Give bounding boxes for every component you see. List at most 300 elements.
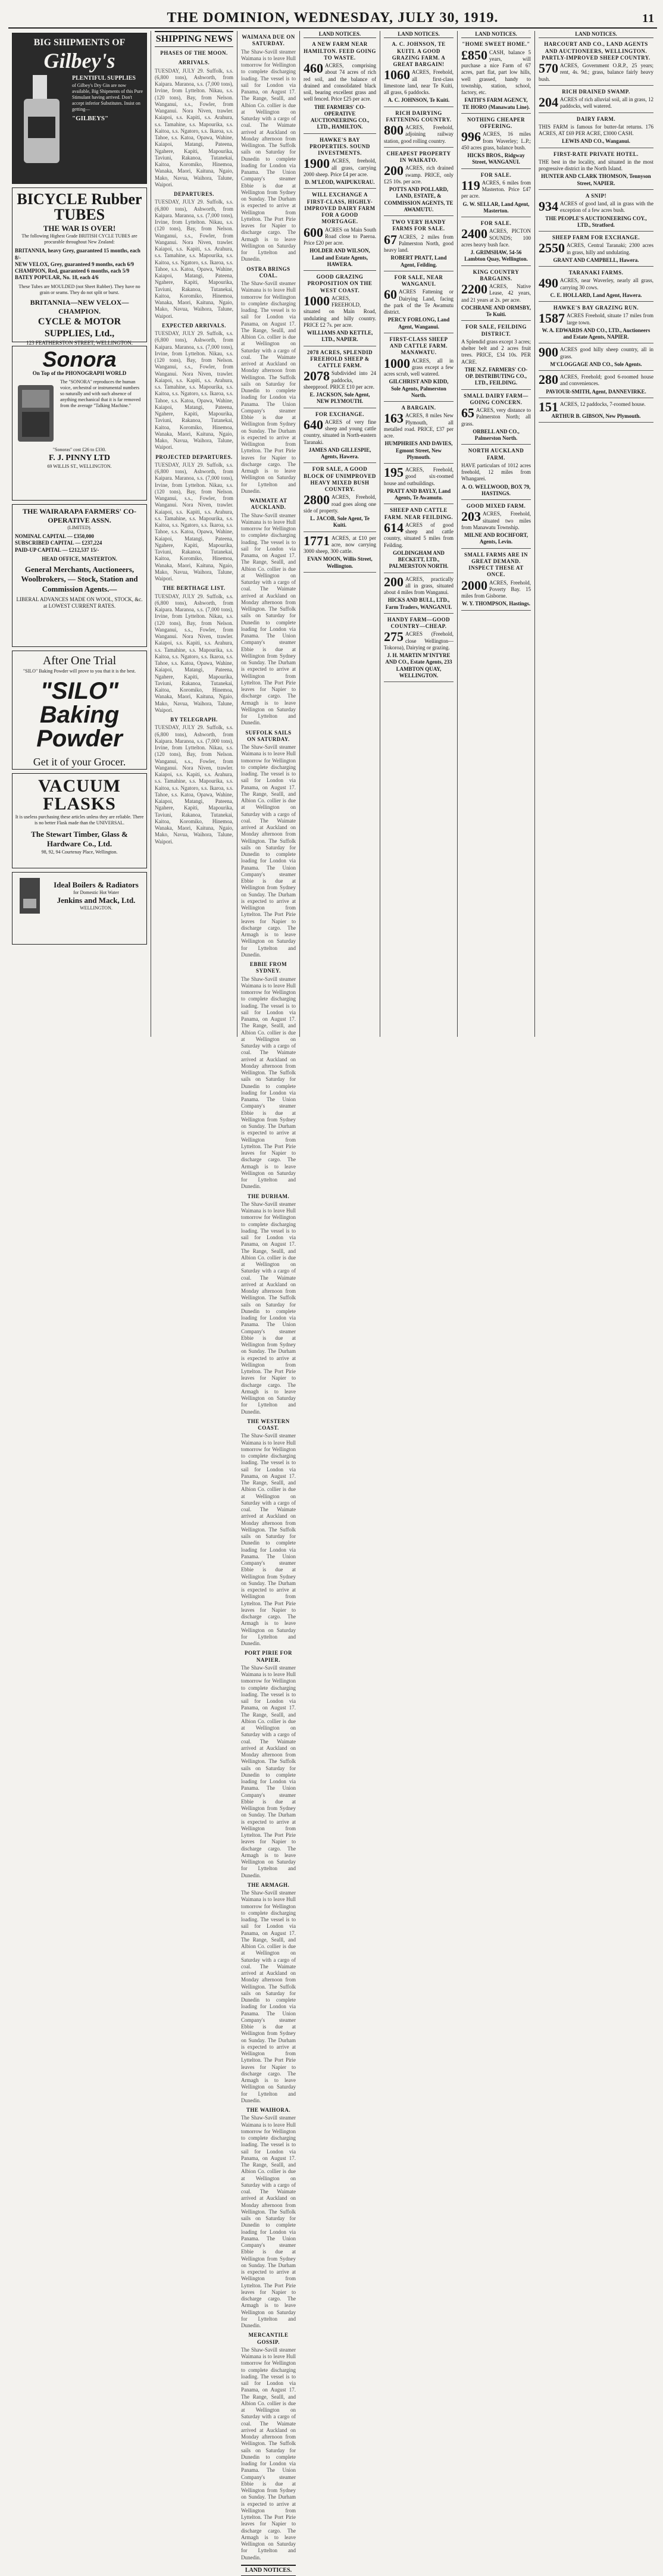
listing-head: TWO VERY HANDY FARMS FOR SALE. bbox=[391, 219, 446, 232]
listing-agent: HICKS AND BULL, LTD., Farm Traders, WANGANUI. bbox=[385, 597, 452, 610]
bicycle-line: CHAMPION, Red, guaranteed 6 months, each 5/9 bbox=[15, 268, 130, 274]
land-listing bbox=[461, 448, 531, 500]
column-head: LAND NOTICES. bbox=[384, 31, 454, 38]
listing-head: DAIRY FARM. bbox=[576, 115, 616, 122]
page-number: 11 bbox=[642, 12, 655, 25]
listing-agent: A. O. WELLWOOD, BOX 79, HASTINGS. bbox=[461, 483, 531, 496]
listing-agent: GOLDINGHAM AND BECKETT, LTD., PALMERSTON NORTH. bbox=[389, 549, 449, 570]
land-listing bbox=[461, 172, 531, 218]
vacuum-firm: The Stewart Timber, Glass & Hardware Co., Ltd. bbox=[31, 830, 128, 849]
land-listing bbox=[384, 151, 454, 216]
divider bbox=[539, 266, 653, 267]
listing-text: ACRES, Freehold, adjoining railway station, good rolling country. bbox=[384, 124, 454, 144]
listing-agent: E. JACKSON, Sole Agent, NEW PLYMOUTH. bbox=[309, 392, 370, 405]
wairarapa-limited: (LIMITED). bbox=[67, 525, 92, 530]
land-listing bbox=[539, 116, 653, 148]
bicycle-sub: THE WAR IS OVER! bbox=[43, 224, 116, 233]
land-listing bbox=[461, 41, 531, 114]
listing-acreage: 2078 bbox=[304, 368, 330, 384]
listing-agent: ARTHUR B. GIBSON, New Plymouth. bbox=[551, 412, 641, 419]
listing-text: ACRES of very fine sheep and young cattle country, situated in North-eastern Taranaki. bbox=[304, 418, 376, 445]
sonora-dealer: F. J. PINNY LTD bbox=[48, 454, 111, 463]
note-body: The Shaw-Savill steamer Waimana is to leave Hull tomorrow for Wellington to complete discharging loading. The vessel is to sail for London via Panama, on August 17. The Range, Sealll, and Albion Co. collier is due at Wellington on Saturday with a cargo of coal. The Waimate arrived at Auckland on Monday afternoon from Wellington. The Suffolk sails on Saturday for Dunedin to complete loading for London via Panama. The Union Company's steamer Ebbie is due at Wellington from Sydney on Sunday. The Durham is expected to arrive at Wellington from Lyttelton. The Port Pirie leaves for Napier to discharge cargo. The Armagh is to leave Wellington on Saturday for Lyttelton and Dunedin. bbox=[241, 512, 296, 726]
listing-acreage: 200 bbox=[384, 574, 404, 589]
divider bbox=[461, 265, 531, 266]
note-body: The Shaw-Savill steamer Waimana is to leave Hull tomorrow for Wellington to complete discharging loading. The vessel is to sail for London via Panama, on August 17. The Range, Sealll, and Albion Co. collier is due at Wellington on Saturday with a cargo of coal. The Waimate arrived at Auckland on Monday afternoon from Wellington. The Suffolk sails on Saturday for Dunedin to complete loading for London via Panama. The Union Company's steamer Ebbie is due at Wellington from Sydney on Sunday. The Durham is expected to arrive at Wellington from Lyttelton. The Port Pirie leaves for Napier to discharge cargo. The Armagh is to leave Wellington on Saturday for Lyttelton and Dunedin. bbox=[241, 48, 296, 262]
listing-head: HANDY FARM—GOOD COUNTRY—CHEAP. bbox=[387, 616, 451, 629]
shipping-column bbox=[151, 31, 237, 1037]
listing-text: ACRES, Freehold, Poverty Bay. 15 miles from Gisborne. bbox=[461, 579, 531, 599]
listing-acreage: 203 bbox=[461, 509, 481, 524]
land-notices-column bbox=[535, 31, 657, 1037]
land-listing bbox=[461, 117, 531, 169]
listing-agent: D. M'LEOD, WAIPUKURAU. bbox=[305, 179, 375, 185]
masthead bbox=[8, 8, 657, 29]
listing-head: FOR SALE. bbox=[480, 220, 512, 226]
bicycle-dealer: CYCLE & MOTOR SUPPLIES, Ltd., bbox=[37, 316, 121, 339]
note-head: OSTRA BRINGS COAL. bbox=[246, 265, 290, 279]
listing-acreage: 151 bbox=[539, 399, 558, 414]
bicycle-headline: BICYCLE Rubber TUBES bbox=[17, 190, 142, 223]
listing-head: TARANAKI FARMS. bbox=[568, 270, 624, 276]
divider bbox=[461, 499, 531, 500]
land-listing bbox=[304, 137, 376, 189]
listing-acreage: 460 bbox=[304, 61, 323, 76]
listing-acreage: 934 bbox=[539, 199, 558, 214]
note-head: THE WESTERN COAST. bbox=[247, 1418, 290, 1431]
listing-head: RICH DRAINED SWAMP. bbox=[562, 88, 630, 95]
divider bbox=[304, 462, 376, 463]
land-listing bbox=[384, 405, 454, 464]
land-listing bbox=[384, 467, 454, 504]
listing-text: ACRES, PICTON SOUNDS; 100 acres heavy bush face. bbox=[461, 228, 531, 248]
listing-acreage: 996 bbox=[461, 129, 481, 145]
listing-text: ACRES, Native Lease, 42 years, and 21 years at 2s. per acre. bbox=[461, 283, 531, 303]
land-notices-column bbox=[458, 31, 535, 1037]
listing-agent: THE PEOPLE'S AUCTIONEERING COY., LTD., Stratford. bbox=[545, 215, 647, 228]
divider bbox=[384, 613, 454, 614]
listing-head: A. C. JOHNSON, TE KUITI. A GOOD GRAZING FARM. A GREAT BARGAIN! bbox=[392, 41, 446, 67]
divider bbox=[304, 270, 376, 271]
listing-head: NOTHING CHEAPER OFFERING. bbox=[467, 116, 526, 129]
section-head: EXPECTED ARRIVALS. bbox=[162, 322, 226, 329]
listing-agent: M'CLOGGAGE AND CO., Sole Agents. bbox=[550, 361, 642, 367]
divider bbox=[461, 320, 531, 321]
land-listing bbox=[304, 41, 376, 133]
sonora-brand: Sonora bbox=[42, 347, 117, 371]
listing-acreage: 119 bbox=[461, 177, 480, 193]
capital-line: NOMINAL CAPITAL — £350,000 bbox=[15, 533, 94, 539]
listing-text: ACRES, 16 miles from Waverley; L.P.; 450 acres grass, balance bush. bbox=[461, 131, 531, 151]
listing-agent: THE FARMERS' CO-OPERATIVE AUCTIONEERING CO., LTD., HAMILTON. bbox=[310, 104, 370, 130]
divider bbox=[461, 444, 531, 445]
divider bbox=[384, 147, 454, 148]
land-listing bbox=[539, 346, 653, 371]
note-body: The Shaw-Savill steamer Waimana is to leave Hull tomorrow for Wellington to complete discharging loading. The vessel is to sail for London via Panama, on August 17. The Range, Sealll, and Albion Co. collier is due at Wellington on Saturday with a cargo of coal. The Waimate arrived at Auckland on Monday afternoon from Wellington. The Suffolk sails on Saturday for Dunedin to complete loading for London via Panama. The Union Company's steamer Ebbie is due at Wellington from Sydney on Sunday. The Durham is expected to arrive at Wellington from Lyttelton. The Port Pirie leaves for Napier to discharge cargo. The Armagh is to leave Wellington on Saturday for Lyttelton and Dunedin. bbox=[241, 1433, 296, 1646]
divider bbox=[539, 112, 653, 113]
listing-text: A Splendid grass except 3 acres; shelter belt and 2 acres fruit trees. PRICE, £34 10s. PER ACRE. bbox=[461, 338, 531, 365]
land-listing bbox=[384, 507, 454, 573]
listing-text: ACRES, FREEHOLD, situated on Main Road, undulating and hilly country. PRICE £2 7s. per acre. bbox=[304, 295, 376, 328]
listing-agent: J. GRIMSHAW, 54-56 Lambton Quay, Wellington. bbox=[464, 249, 528, 262]
note-head: THE ARMAGH. bbox=[247, 1881, 290, 1888]
listing-text: ACRES Freehold, situate 17 miles from large town. bbox=[567, 312, 653, 326]
listing-acreage: 204 bbox=[539, 95, 558, 110]
listing-acreage: 1771 bbox=[304, 533, 330, 548]
divider bbox=[384, 681, 454, 682]
listing-acreage: 490 bbox=[539, 276, 558, 291]
land-listing bbox=[539, 41, 653, 86]
listing-text: ACRES, 8 miles New Plymouth, all metalled road. PRICE, £37 per acre. bbox=[384, 412, 454, 439]
listing-head: GOOD MIXED FARM. bbox=[466, 503, 526, 509]
listing-agent: HUMPHRIES AND DAVIES, Egmont Street, New Plymouth. bbox=[384, 440, 453, 460]
listing-acreage: 1587 bbox=[539, 311, 565, 326]
vacuum-address: 98, 92, 94 Courtenay Place, Wellington. bbox=[41, 849, 118, 855]
land-listing bbox=[304, 192, 376, 271]
masthead-title: THE DOMINION, WEDNESDAY, JULY 30, 1919. bbox=[167, 10, 499, 26]
sonora-address: 69 WILLIS ST., WELLINGTON. bbox=[47, 463, 112, 469]
column-head: LAND NOTICES. bbox=[304, 31, 376, 38]
listing-text: ACRES, at £10 per acre, now carrying 3000 sheep, 300 cattle. bbox=[304, 534, 376, 554]
note-head: WAIMATE AT AUCKLAND. bbox=[249, 498, 287, 511]
listing-agent: POTTS AND POLLARD, LAND, ESTATE, & COMMISSION AGENTS, TE AWAMUTU. bbox=[384, 186, 454, 212]
boilers-sub: for Domestic Hot Water bbox=[73, 890, 119, 895]
listing-head: GOOD GRAZING PROPOSITION ON THE WEST COAST. bbox=[307, 274, 373, 293]
land-listing bbox=[461, 220, 531, 266]
listing-head: FOR SALE, NEAR WANGANUI. bbox=[394, 274, 443, 287]
listing-text: ACRES, rich drained swamp. PRICE, only £25 10s. per acre. bbox=[384, 165, 454, 185]
land-listing bbox=[539, 193, 653, 232]
listing-agent: THE N.Z. FARMERS' CO-OP. DISTRIBUTING CO., LTD., FEILDING. bbox=[464, 366, 528, 386]
silo-brand: "SILO" Baking Powder bbox=[36, 678, 123, 752]
land-listing bbox=[384, 617, 454, 682]
listing-text: THE best in the locality, and situated in the most progressive district in the North Island. bbox=[539, 158, 653, 171]
listing-acreage: 163 bbox=[384, 411, 404, 426]
wairarapa-headline: THE WAIRARAPA FARMERS' CO-OPERATIVE ASSN. bbox=[22, 507, 136, 524]
listing-agent: GRANT AND CAMPBELL, Hawera. bbox=[553, 257, 639, 263]
boilers-firm: Jenkins and Mack, Ltd. bbox=[57, 896, 136, 905]
listing-head: FIRST-CLASS SHEEP AND CATTLE FARM. MANAWATU. bbox=[389, 336, 448, 356]
note-body: The Shaw-Savill steamer Waimana is to leave Hull tomorrow for Wellington to complete discharging loading. The vessel is to sail for London via Panama, on August 17. The Range, Sealll, and Albion Co. collier is due at Wellington on Saturday with a cargo of coal. The Waimate arrived at Auckland on Monday afternoon from Wellington. The Suffolk sails on Saturday for Dunedin to complete loading for London via Panama. The Union Company's steamer Ebbie is due at Wellington from Sydney on Sunday. The Durham is expected to arrive at Wellington from Lyttelton. The Port Pirie leaves for Napier to discharge cargo. The Armagh is to leave Wellington on Saturday for Lyttelton and Dunedin. bbox=[241, 1201, 296, 1415]
land-listing bbox=[384, 219, 454, 271]
capital-line: PAID-UP CAPITAL — £212,537 15/- bbox=[15, 546, 99, 553]
wairarapa-farmers-ad bbox=[12, 504, 147, 647]
listing-text: ACRES, Central Taranaki; 2300 acres in grass, hilly and undulating. bbox=[567, 242, 653, 255]
listing-acreage: 1060 bbox=[384, 67, 410, 83]
wairarapa-office: HEAD OFFICE, MASTERTON. bbox=[42, 555, 117, 562]
sonora-text: The "SONORA" reproduces the human voice, orchestral or instrumental numbers so naturally and with such absence of anything mechanical that it is far removed from the average "Talking Machine." bbox=[60, 379, 141, 409]
listing-head: "HOME SWEET HOME." bbox=[462, 41, 530, 48]
listing-text: ACRES of good sheep and cattle country, situated 5 miles from Feilding. bbox=[384, 521, 454, 548]
listing-agent: MILNE AND ROCHFORT, Agents, Levin. bbox=[464, 532, 528, 545]
bicycle-tubes-ad bbox=[12, 187, 147, 346]
bicycle-line: NEW VELOX, Grey, guaranteed 9 months, each 6/9 bbox=[15, 261, 135, 267]
listing-agent: J. H. MARTIN M'INTYRE AND CO., Estate Agents, 233 LAMBTON QUAY, WELLINGTON. bbox=[385, 652, 452, 679]
silo-baking-powder-ad bbox=[12, 651, 147, 770]
listing-head: FIRST-RATE PRIVATE HOTEL. bbox=[553, 151, 639, 157]
vacuum-headline: VACUUM FLASKS bbox=[38, 776, 121, 814]
listing-head: HAWKE'S BAY GRAZING RUN. bbox=[553, 305, 639, 311]
listing-text: ACRES of good land, all in grass with the exception of a few acres bush. bbox=[560, 201, 653, 214]
section-head: THE BERTHAGE LIST. bbox=[162, 585, 226, 592]
listing-agent: ORBELL AND CO., Palmerston North. bbox=[473, 428, 520, 441]
listing-text: ACRES, Freehold, situated two miles from Manawatu Township. bbox=[461, 511, 531, 530]
listing-acreage: 195 bbox=[384, 465, 404, 480]
listing-acreage: 280 bbox=[539, 372, 558, 387]
column-head: LAND NOTICES. bbox=[539, 31, 653, 38]
divider bbox=[539, 85, 653, 86]
gilbey-text: of Gilbey's Dry Gin are now available, Big Shipments of this Pure Stimulant having arrived. Don't accept inferior Substitutes. Insist on getting— bbox=[72, 82, 143, 112]
note-head: SUFFOLK SAILS ON SATURDAY. bbox=[245, 729, 292, 742]
listing-head: WILL EXCHANGE A FIRST-CLASS, HIGHLY-IMPROVED DAIRY FARM FOR A GOOD MORTGAGE. bbox=[304, 192, 376, 225]
listing-text: Subdivided into 24 paddocks, sheepproof. PRICE £10 per acre. bbox=[304, 370, 376, 390]
land-listing bbox=[539, 151, 653, 190]
gin-bottle-icon bbox=[15, 75, 68, 164]
section-head: ARRIVALS. bbox=[178, 60, 210, 66]
listing-text: ACRES, very distance to Palmerston North; all grass. bbox=[461, 407, 531, 427]
divider bbox=[304, 188, 376, 189]
listing-agent: HICKS BROS., Ridgway Street, WANGANUI. bbox=[467, 152, 525, 165]
divider bbox=[461, 113, 531, 114]
listing-head: SHEEP FARM FOR EXCHANGE. bbox=[552, 235, 640, 240]
listing-text: ACRES (Freehold, close Wellington—Tokoroa), Dairying or grazing. bbox=[384, 631, 454, 651]
boilers-headline: Ideal Boilers & Radiators bbox=[54, 880, 139, 889]
sonora-ad bbox=[12, 346, 147, 501]
divider bbox=[461, 548, 531, 549]
section-head: BY TELEGRAPH. bbox=[170, 717, 218, 723]
listing-head: NORTH AUCKLAND FARM. bbox=[468, 448, 524, 461]
listing-text: ACRES, Freehold; good 6-roomed house and conveniences. bbox=[560, 374, 653, 387]
silo-head: After One Trial bbox=[42, 654, 117, 667]
land-listing bbox=[304, 535, 376, 573]
note-head: THE DURHAM. bbox=[247, 1193, 290, 1199]
note-head: WAIMANA DUE ON SATURDAY. bbox=[242, 34, 295, 47]
moon-head: PHASES OF THE MOON. bbox=[160, 50, 228, 56]
land-listing bbox=[461, 269, 531, 321]
ads-column bbox=[8, 31, 151, 1037]
note-head: LAND NOTICES. bbox=[241, 2565, 296, 2576]
listing-acreage: 275 bbox=[384, 629, 404, 645]
listing-head: A BARGAIN. bbox=[401, 405, 436, 411]
listing-head: A NEW FARM NEAR HAMILTON. FEED GOING TO WASTE. bbox=[304, 41, 376, 61]
listing-head: 2078 ACRES, SPLENDID FREEHOLD SHEEP & CATTLE FARM. bbox=[307, 349, 373, 368]
divider bbox=[539, 189, 653, 190]
listing-acreage: 2550 bbox=[539, 240, 565, 256]
note-head: EBBIE FROM SYDNEY. bbox=[249, 961, 287, 974]
listing-agent: W. A. EDWARDS AND CO., LTD., Auctioneers and Estate Agents, NAPIER. bbox=[542, 327, 651, 340]
listing-agent: FAITH'S FARM AGENCY, TE HORO (Manawatu Line). bbox=[462, 97, 530, 110]
listing-text: ACRES, Freehold, good six-roomed house and outbuildings. bbox=[384, 467, 454, 486]
listing-head: SMALL DAIRY FARM—GOING CONCERN. bbox=[464, 392, 528, 405]
section-head: PROJECTED DEPARTURES. bbox=[155, 454, 233, 460]
shipping-body: TUESDAY, JULY 29. Suffolk, s.s. (6,800 tons), Ashworth, from Kaipara. Maranoa, s.s. (7,000 tons), Irvine, from Lyttelton. Nikau, s.s. (120 tons), Bay, from Nelson. Wanganui, s.s., Fowler, from Wanganui. Nora Niven, trawler. Kaiapoi, s.s. Kapiti, s.s. Arahura, s.s. Tamahine, s.s. Mapourika, s.s. Kaitoa, s.s. Ngatoro, s.s. Ikaroa, s.s. Tahoe, s.s. Katoa, Opawa, Wahine, Kaiapoi, Matangi, Pateena, Ngahere, Kapiti, Mapourika, Taviuni, Rakanoa, Tutanekai, Kaitoa, Koromiko, Hinemoa, Wanaka, Maori, Kaituna, Ngaio, Mako, Navua, Waihora, Talune, Waipori. bbox=[155, 593, 233, 713]
section-head: DEPARTURES. bbox=[174, 191, 214, 197]
wairarapa-services: General Merchants, Auctioneers, Woolbrokers, — Stock, Station and Commission Agents.— bbox=[21, 565, 138, 593]
sonora-price: "Sonoras" cost £26 to £330. bbox=[52, 447, 107, 453]
listing-agent: A. C. JOHNSON, Te Kuiti. bbox=[387, 97, 450, 104]
listing-head: FOR SALE, A GOOD BLOCK OF UNIMPROVED HEAVY MIXED BUSH COUNTRY. bbox=[304, 466, 376, 492]
note-head: PORT PIRIE FOR NAPIER. bbox=[244, 1650, 293, 1663]
listing-text: ACRES, 6 miles from Masterton. Price £47 per acre. bbox=[461, 179, 531, 199]
land-listing bbox=[539, 374, 653, 398]
listing-text: ACRES, 12 paddocks, 7-roomed house. bbox=[560, 401, 646, 407]
listing-text: ACRES, Government O.R.P., 25 years; rent, 4s. 9d.; grass, balance fairly heavy bush. bbox=[539, 62, 653, 82]
note-body: The Shaw-Savill steamer Waimana is to leave Hull tomorrow for Wellington to complete discharging loading. The vessel is to sail for London via Panama, on August 17. The Range, Sealll, and Albion Co. collier is due at Wellington on Saturday with a cargo of coal. The Waimate arrived at Auckland on Monday afternoon from Wellington. The Suffolk sails on Saturday for Dunedin to complete loading for London via Panama. The Union Company's steamer Ebbie is due at Wellington from Sydney on Sunday. The Durham is expected to arrive at Wellington from Lyttelton. The Port Pirie leaves for Napier to discharge cargo. The Armagh is to leave Wellington on Saturday for Lyttelton and Dunedin. bbox=[241, 2115, 296, 2328]
gramophone-icon bbox=[15, 379, 57, 445]
shipping-body: TUESDAY, JULY 29. Suffolk, s.s. (6,800 tons), Ashworth, from Kaipara. Maranoa, s.s. (7,000 tons), Irvine, from Lyttelton. Nikau, s.s. (120 tons), Bay, from Nelson. Wanganui, s.s., Fowler, from Wanganui. Nora Niven, trawler. Kaiapoi, s.s. Kapiti, s.s. Arahura, s.s. Tamahine, s.s. Mapourika, s.s. Kaitoa, s.s. Ngatoro, s.s. Ikaroa, s.s. Tahoe, s.s. Katoa, Opawa, Wahine, Kaiapoi, Matangi, Pateena, Ngahere, Kapiti, Mapourika, Taviuni, Rakanoa, Tutanekai, Kaitoa, Koromiko, Hinemoa, Wanaka, Maori, Kaituna, Ngaio, Mako, Navua, Waihora, Talune, Waipori. bbox=[155, 199, 233, 319]
gilbey-sub: PLENTIFUL SUPPLIES bbox=[72, 75, 136, 82]
land-listing bbox=[384, 41, 454, 107]
listing-text: ACRES, Freehold, all first-class limestone land, near Te Kuiti, all grass, 6 paddocks. bbox=[384, 69, 454, 95]
divider bbox=[539, 422, 653, 423]
land-listing bbox=[539, 401, 653, 423]
listing-agent: EVAN MOON, Willis Street, Wellington. bbox=[307, 556, 373, 569]
listing-head: KING COUNTRY BARGAINS. bbox=[473, 268, 520, 282]
silo-cta: Get it of your Grocer. bbox=[33, 756, 126, 768]
listing-head: CHEAPEST PROPERTY IN WAIKATO. bbox=[386, 150, 451, 163]
listing-head: SHEEP AND CATTLE FARM. NEAR FEILDING. bbox=[384, 507, 454, 520]
listing-agent: COCHRANE AND ORMSBY, Te Kuiti. bbox=[461, 304, 531, 317]
listing-agent: ROBERT PRATT, Land Agent, Feilding. bbox=[390, 255, 447, 268]
land-listing bbox=[461, 324, 531, 389]
listing-text: ACRES, near Waverley, nearly all grass, carrying 30 cows. bbox=[560, 277, 653, 290]
capital-line: SUBSCRIBED CAPITAL — £237,224 bbox=[15, 540, 102, 546]
bicycle-caution: These Tubes are MOULDED (not Sheet Rubber). They have no grain or seams. They do not split or burst. bbox=[18, 283, 140, 295]
boiler-icon bbox=[15, 875, 45, 917]
listing-acreage: 67 bbox=[384, 232, 397, 247]
land-listing bbox=[304, 274, 376, 346]
listing-agent: PAVIOUR-SMITH, Agent, DANNEVIRKE. bbox=[546, 388, 646, 395]
note-body: The Shaw-Savill steamer Waimana is to leave Hull tomorrow for Wellington to complete discharging loading. The vessel is to sail for London via Panama, on August 17. The Range, Sealll, and Albion Co. collier is due at Wellington on Saturday with a cargo of coal. The Waimate arrived at Auckland on Monday afternoon from Wellington. The Suffolk sails on Saturday for Dunedin to complete loading for London via Panama. The Union Company's steamer Ebbie is due at Wellington from Sydney on Sunday. The Durham is expected to arrive at Wellington from Lyttelton. The Port Pirie leaves for Napier to discharge cargo. The Armagh is to leave Wellington on Saturday for Lyttelton and Dunedin. bbox=[241, 2346, 296, 2561]
listing-text: ACRES good hilly sheep country, all in grass. bbox=[560, 346, 653, 359]
shipping-body: TUESDAY, JULY 29. Suffolk, s.s. (6,800 tons), Ashworth, from Kaipara. Maranoa, s.s. (7,000 tons), Irvine, from Lyttelton. Nikau, s.s. (120 tons), Bay, from Nelson. Wanganui, s.s., Fowler, from Wanganui. Nora Niven, trawler. Kaiapoi, s.s. Kapiti, s.s. Arahura, s.s. Tamahine, s.s. Mapourika, s.s. Kaitoa, s.s. Ngatoro, s.s. Ikaroa, s.s. Tahoe, s.s. Katoa, Opawa, Wahine, Kaiapoi, Matangi, Pateena, Ngahere, Kapiti, Mapourika, Taviuni, Rakanoa, Tutanekai, Kaitoa, Koromiko, Hinemoa, Wanaka, Maori, Kaituna, Ngaio, Mako, Navua, Waihora, Talune, Waipori. bbox=[155, 724, 233, 845]
land-listing bbox=[384, 274, 454, 333]
listing-acreage: 2400 bbox=[461, 226, 487, 242]
listing-text: ACRES, comprising about 74 acres of rich red soil, and the balance of drained and consolidated black soil, bearing excellent grass and well fenced. Price £25 per acre. bbox=[304, 62, 376, 102]
listing-agent: L. JACOB, Sole Agent, Te Kuiti. bbox=[310, 515, 370, 529]
listing-acreage: 1000 bbox=[384, 355, 410, 371]
boilers-address: WELLINGTON. bbox=[80, 905, 112, 911]
shipping-title: SHIPPING NEWS bbox=[155, 31, 233, 47]
bicycle-brandline: BRITANNIA—NEW VELOX—CHAMPION. bbox=[30, 298, 129, 315]
shipping-body: TUESDAY, JULY 29. Suffolk, s.s. (6,800 tons), Ashworth, from Kaipara. Maranoa, s.s. (7,000 tons), Irvine, from Lyttelton. Nikau, s.s. (120 tons), Bay, from Nelson. Wanganui, s.s., Fowler, from Wanganui. Nora Niven, trawler. Kaiapoi, s.s. Kapiti, s.s. Arahura, s.s. Tamahine, s.s. Mapourika, s.s. Kaitoa, s.s. Ngatoro, s.s. Ikaroa, s.s. Tahoe, s.s. Katoa, Opawa, Wahine, Kaiapoi, Matangi, Pateena, Ngahere, Kapiti, Mapourika, Taviuni, Rakanoa, Tutanekai, Kaitoa, Koromiko, Hinemoa, Wanaka, Maori, Kaituna, Ngaio, Mako, Navua, Waihora, Talune, Waipori. bbox=[155, 461, 233, 582]
listing-agent: PRATT AND BAYLY, Land Agents, Te Awamutu. bbox=[386, 487, 451, 501]
divider bbox=[461, 389, 531, 390]
wairarapa-advances: LIBERAL ADVANCES MADE ON WOOL, STOCK, &c. at LOWEST CURRENT RATES. bbox=[16, 596, 143, 609]
listing-agent: LEWIS AND CO., Wanganui. bbox=[562, 138, 630, 145]
gilbey-headline: BIG SHIPMENTS OF bbox=[33, 37, 126, 48]
note-body: The Shaw-Savill steamer Waimana is to leave Hull tomorrow for Wellington to complete discharging loading. The vessel is to sail for London via Panama, on August 17. The Range, Sealll, and Albion Co. collier is due at Wellington on Saturday with a cargo of coal. The Waimate arrived at Auckland on Monday afternoon from Wellington. The Suffolk sails on Saturday for Dunedin to complete loading for London via Panama. The Union Company's steamer Ebbie is due at Wellington from Sydney on Sunday. The Durham is expected to arrive at Wellington from Lyttelton. The Port Pirie leaves for Napier to discharge cargo. The Armagh is to leave Wellington on Saturday for Lyttelton and Dunedin. bbox=[241, 1664, 296, 1878]
divider bbox=[539, 301, 653, 302]
column-head: LAND NOTICES. bbox=[461, 31, 531, 38]
ideal-boilers-ad bbox=[12, 872, 147, 945]
listing-head: HARCOURT AND CO., LAND AGENTS AND AUCTIONEERS, WELLINGTON. PARTLY-IMPROVED SHEEP COUNTRY. bbox=[542, 41, 651, 61]
listing-head: RICH DAIRYING FATTENING COUNTRY. bbox=[386, 110, 452, 123]
listing-acreage: 2800 bbox=[304, 492, 330, 508]
divider bbox=[461, 610, 531, 611]
listing-acreage: £850 bbox=[461, 47, 487, 62]
divider bbox=[384, 463, 454, 464]
gilbey-ad bbox=[12, 33, 147, 184]
gilbey-tag: "GILBEYS" bbox=[72, 114, 109, 122]
gilbey-brand: Gilbey's bbox=[43, 49, 115, 73]
listing-agent: G. W. SELLAR, Land Agent, Masterton. bbox=[462, 201, 530, 214]
listing-agent: W. Y. THOMPSON, Hastings. bbox=[461, 601, 531, 607]
bicycle-address: 123 FEATHERSTON STREET, WELLINGTON. bbox=[26, 339, 133, 346]
listing-acreage: 800 bbox=[384, 123, 404, 137]
vacuum-text: It is useless purchasing these articles unless they are reliable. There is no better Flask made than the UNIVERSAL. bbox=[15, 814, 144, 826]
listing-text: ACRES Fattening or Dairying Land, facing the park of the Te Awamutu district. bbox=[384, 289, 454, 315]
silo-text: "SILO" Baking Powder will prove to you that it is the best. bbox=[23, 668, 136, 674]
divider bbox=[384, 401, 454, 402]
bicycle-line: BRITANNIA, heavy Grey, guaranteed 15 months, each 8/- bbox=[15, 248, 140, 261]
listing-head: FOR EXCHANGE. bbox=[315, 411, 364, 417]
shipping-body: TUESDAY, JULY 29. Suffolk, s.s. (6,800 tons), Ashworth, from Kaipara. Maranoa, s.s. (7,000 tons), Irvine, from Lyttelton. Nikau, s.s. (120 tons), Bay, from Nelson. Wanganui, s.s., Fowler, from Wanganui. Nora Niven, trawler. Kaiapoi, s.s. Kapiti, s.s. Arahura, s.s. Tamahine, s.s. Mapourika, s.s. Kaitoa, s.s. Ngatoro, s.s. Ikaroa, s.s. Tahoe, s.s. Katoa, Opawa, Wahine, Kaiapoi, Matangi, Pateena, Ngahere, Kapiti, Mapourika, Taviuni, Rakanoa, Tutanekai, Kaitoa, Koromiko, Hinemoa, Wanaka, Maori, Kaituna, Ngaio, Mako, Navua, Waihora, Talune, Waipori. bbox=[155, 330, 233, 451]
listing-agent: PERCY FORLONG, Land Agent, Wanganui. bbox=[387, 317, 450, 330]
shipping-body: TUESDAY, JULY 29. Suffolk, s.s. (6,800 tons), Ashworth, from Kaipara. Maranoa, s.s. (7,000 tons), Irvine, from Lyttelton. Nikau, s.s. (120 tons), Bay, from Nelson. Wanganui, s.s., Fowler, from Wanganui. Nora Niven, trawler. Kaiapoi, s.s. Kapiti, s.s. Arahura, s.s. Tamahine, s.s. Mapourika, s.s. Kaitoa, s.s. Ngatoro, s.s. Ikaroa, s.s. Tahoe, s.s. Katoa, Opawa, Wahine, Kaiapoi, Matangi, Pateena, Ngahere, Kapiti, Mapourika, Taviuni, Rakanoa, Tutanekai, Kaitoa, Koromiko, Hinemoa, Wanaka, Maori, Kaituna, Ngaio, Mako, Navua, Waihora, Talune, Waipori. bbox=[155, 67, 233, 187]
note-body: The Shaw-Savill steamer Waimana is to leave Hull tomorrow for Wellington to complete discharging loading. The vessel is to sail for London via Panama, on August 17. The Range, Sealll, and Albion Co. collier is due at Wellington on Saturday with a cargo of coal. The Waimate arrived at Auckland on Monday afternoon from Wellington. The Suffolk sails on Saturday for Dunedin to complete loading for London via Panama. The Union Company's steamer Ebbie is due at Wellington from Sydney on Sunday. The Durham is expected to arrive at Wellington from Lyttelton. The Port Pirie leaves for Napier to discharge cargo. The Armagh is to leave Wellington on Saturday for Lyttelton and Dunedin. bbox=[241, 744, 296, 958]
listing-acreage: 614 bbox=[384, 520, 404, 535]
divider bbox=[304, 133, 376, 134]
vacuum-flasks-ad bbox=[12, 773, 147, 868]
listing-text: HAVE particulars of 1012 acres freehold, 12 miles from Whangarei. bbox=[461, 462, 531, 482]
listing-agent: GILCHRIST AND KIDD, Sole Agents, Palmerston North. bbox=[389, 379, 449, 398]
sonora-tag: On Top of the PHONOGRAPH WORLD bbox=[32, 370, 127, 376]
divider bbox=[384, 215, 454, 216]
listing-text: ACRES, practically all in grass, situated about 4 miles from Wanganui. bbox=[384, 576, 454, 595]
listing-acreage: 1000 bbox=[304, 293, 330, 308]
listing-text: ACRES, all in grass except a few acres scrub, well watered. bbox=[384, 357, 454, 377]
listing-agent: JAMES AND GILLESPIE, Agents, Hawera. bbox=[308, 446, 371, 459]
listing-agent: WILLIAMS AND KETTLE, LTD., NAPIER. bbox=[307, 330, 373, 343]
land-listing bbox=[304, 349, 376, 408]
listing-acreage: 2200 bbox=[461, 282, 487, 296]
land-notices-column bbox=[380, 31, 458, 1037]
shipping-notes-column bbox=[237, 31, 300, 2574]
listing-acreage: 570 bbox=[539, 61, 558, 76]
bicycle-text: The following Highest Grade BRITISH CYCLE TUBES are procurable throughout New Zealand: bbox=[21, 233, 137, 245]
listing-agent: C. E. HOLLARD, Land Agent, Hawera. bbox=[550, 292, 642, 298]
note-head: MERCANTILE GOSSIP. bbox=[248, 2332, 289, 2345]
bicycle-line: BATEY POPULAR, No. 18, each 4/6 bbox=[15, 274, 99, 281]
listing-acreage: 2000 bbox=[461, 577, 487, 593]
listing-text: ACRES of rich alluvial soil, all in grass, 12 paddocks, well watered. bbox=[560, 96, 653, 110]
divider bbox=[304, 572, 376, 573]
listing-head: A SNIP! bbox=[585, 192, 607, 199]
listing-agent: HOLDER AND WILSON, Land and Estate Agents, HAWERA. bbox=[309, 248, 370, 267]
listing-acreage: 65 bbox=[461, 405, 474, 420]
divider bbox=[539, 231, 653, 232]
listing-head: FOR SALE. bbox=[480, 171, 512, 178]
land-listing bbox=[539, 235, 653, 267]
listing-acreage: 60 bbox=[384, 287, 397, 302]
listing-acreage: 200 bbox=[384, 163, 404, 179]
listing-head: SMALL FARMS ARE IN GREAT DEMAND. INSPECT THESE AT ONCE. bbox=[464, 551, 528, 578]
listing-text: ACRES on Main South Road close to Paeroa. Price £20 per acre. bbox=[304, 226, 376, 246]
land-listing bbox=[384, 336, 454, 402]
listing-acreage: 900 bbox=[539, 345, 558, 360]
note-body: The Shaw-Savill steamer Waimana is to leave Hull tomorrow for Wellington to complete discharging loading. The vessel is to sail for London via Panama, on August 17. The Range, Sealll, and Albion Co. collier is due at Wellington on Saturday with a cargo of coal. The Waimate arrived at Auckland on Monday afternoon from Wellington. The Suffolk sails on Saturday for Dunedin to complete loading for London via Panama. The Union Company's steamer Ebbie is due at Wellington from Sydney on Sunday. The Durham is expected to arrive at Wellington from Lyttelton. The Port Pirie leaves for Napier to discharge cargo. The Armagh is to leave Wellington on Saturday for Lyttelton and Dunedin. bbox=[241, 280, 296, 494]
land-listing bbox=[539, 270, 653, 302]
land-listing bbox=[461, 552, 531, 611]
note-body: The Shaw-Savill steamer Waimana is to leave Hull tomorrow for Wellington to complete discharging loading. The vessel is to sail for London via Panama, on August 17. The Range, Sealll, and Albion Co. collier is due at Wellington on Saturday with a cargo of coal. The Waimate arrived at Auckland on Monday afternoon from Wellington. The Suffolk sails on Saturday for Dunedin to complete loading for London via Panama. The Union Company's steamer Ebbie is due at Wellington from Sydney on Sunday. The Durham is expected to arrive at Wellington from Lyttelton. The Port Pirie leaves for Napier to discharge cargo. The Armagh is to leave Wellington on Saturday for Lyttelton and Dunedin. bbox=[241, 1890, 296, 2103]
listing-text: ACRES, freehold, all grass, carrying 2000 sheep. Price £4 per acre. bbox=[304, 158, 376, 177]
divider bbox=[539, 370, 653, 371]
land-listing bbox=[461, 393, 531, 445]
note-body: The Shaw-Savill steamer Waimana is to leave Hull tomorrow for Wellington to complete discharging loading. The vessel is to sail for London via Panama, on August 17. The Range, Sealll, and Albion Co. collier is due at Wellington on Saturday with a cargo of coal. The Waimate arrived at Auckland on Monday afternoon from Wellington. The Suffolk sails on Saturday for Dunedin to complete loading for London via Panama. The Union Company's steamer Ebbie is due at Wellington from Sydney on Sunday. The Durham is expected to arrive at Wellington from Lyttelton. The Port Pirie leaves for Napier to discharge cargo. The Armagh is to leave Wellington on Saturday for Lyttelton and Dunedin. bbox=[241, 976, 296, 1190]
listing-text: ACRES, Freehold, road goes along one side of property. bbox=[304, 494, 376, 514]
listing-text: ACRES, 2 miles from Palmerston North, good heavy land. bbox=[384, 233, 454, 253]
